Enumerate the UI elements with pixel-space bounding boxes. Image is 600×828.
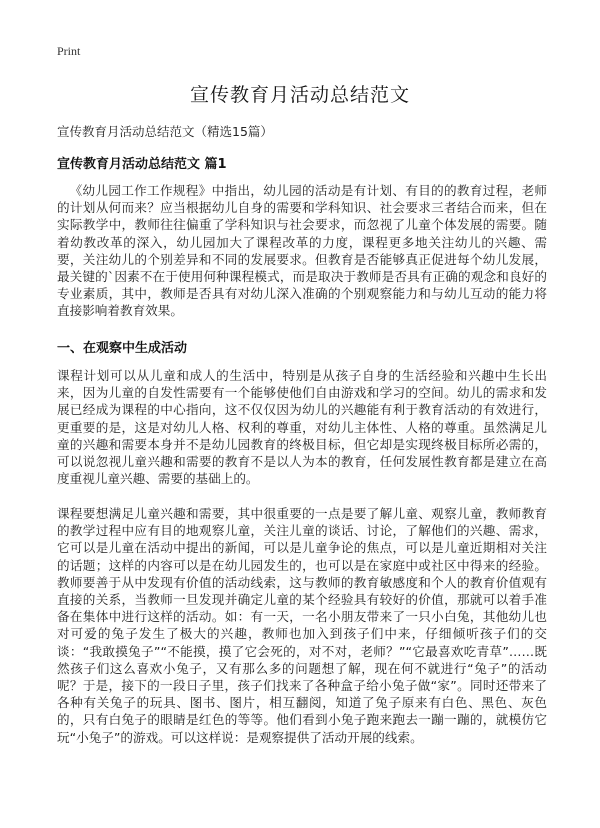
intro-paragraph: 《幼儿园工作工作规程》中指出，幼儿园的活动是有计划、有目的的教育过程，老师的计划从何而来？应当根据幼儿自身的需要和学科知识、社会要求三者结合而来，但在实际教学中，教师往往偏重了学科知识与社会要求，而忽视了儿童个体发展的需要。随着幼教改革的深入，幼儿园加大了课程改革的力度，课程更多地关注幼儿的兴趣、需要，关注幼儿的个别差异和不同的发展要求。但教育是否能够真正促进每个幼儿发展，最关键的`因素不在于使用何种课程模式，而是取决于教师是否具有正确的观念和良好的专业素质，其中，教师是否具有对幼儿深入准确的个别观察能力和与幼儿互动的能力将直接影响着教育效果。	[57, 183, 547, 319]
section-one-heading: 一、在观察中生成活动	[57, 341, 188, 356]
article-heading: 宣传教育月活动总结范文 篇1	[57, 157, 227, 172]
section-one-paragraph-1: 课程计划可以从儿童和成人的生活中，特别是从孩子自身的生活经验和兴趣中生长出来，因为儿童的自发性需要有一个能够使他们自由游戏和学习的空间。幼儿的需求和发展已经成为课程的中心指向，这不仅仅因为幼儿的兴趣能有利于教育活动的有效进行，更重要的是，这是对幼儿人格、权利的尊重，对幼儿主体性、人格的尊重。虽然满足儿童的兴趣和需要本身并不是幼儿园教育的终极目标，但它却是实现终极目标所必需的，可以说忽视儿童兴趣和需要的教育不是以人为本的教育，任何发展性教育都是建立在高度重视儿童兴趣、需要的基础上的。	[57, 368, 547, 487]
page-title: 宣传教育月活动总结范文	[189, 84, 410, 106]
section-one-paragraph-2: 课程要想满足儿童兴趣和需要，其中很重要的一点是要了解儿童、观察儿童，教师教育的教学过程中应有目的地观察儿童，关注儿童的谈话、讨论，了解他们的兴趣、需求，它可以是儿童在活动中提出的新闻，可以是儿童争论的焦点，可以是儿童近期相对关注的话题；这样的内容可以是在幼儿园发生的，也可以是在家庭中或社区中得来的经验。教师要善于从中发现有价值的活动线索，这与教师的教育敏感度和个人的教育价值观有直接的关系，当教师一旦发现并确定儿童的某个经验具有较好的价值，那就可以着手准备在集体中进行这样的活动。如：有一天，一名小朋友带来了一只小白兔，其他幼儿也对可爱的兔子发生了极大的兴趣，教师也加入到孩子们中来，仔细倾听孩子们的交谈：“我敢摸兔子”“不能摸，摸了它会死的，对不对，老师？”“它最喜欢吃青草”……既然孩子们这么喜欢小兔子，又有那么多的问题想了解，现在何不就进行“兔子”的活动呢？于是，接下的一段日子里，孩子们找来了各种盒子给小兔子做“家”。同时还带来了各种有关兔子的玩具、图书、图片，相互翻阅，知道了兔子原来有白色、黑色、灰色的，只有白兔子的眼睛是红色的等等。他们看到小兔子跑来跑去一蹦一蹦的，就模仿它玩“小兔子”的游戏。可以这样说：是观察提供了活动开展的线索。	[57, 506, 547, 745]
print-link[interactable]: Print	[57, 44, 81, 58]
document-subtitle: 宣传教育月活动总结范文（精选15篇）	[57, 124, 273, 139]
